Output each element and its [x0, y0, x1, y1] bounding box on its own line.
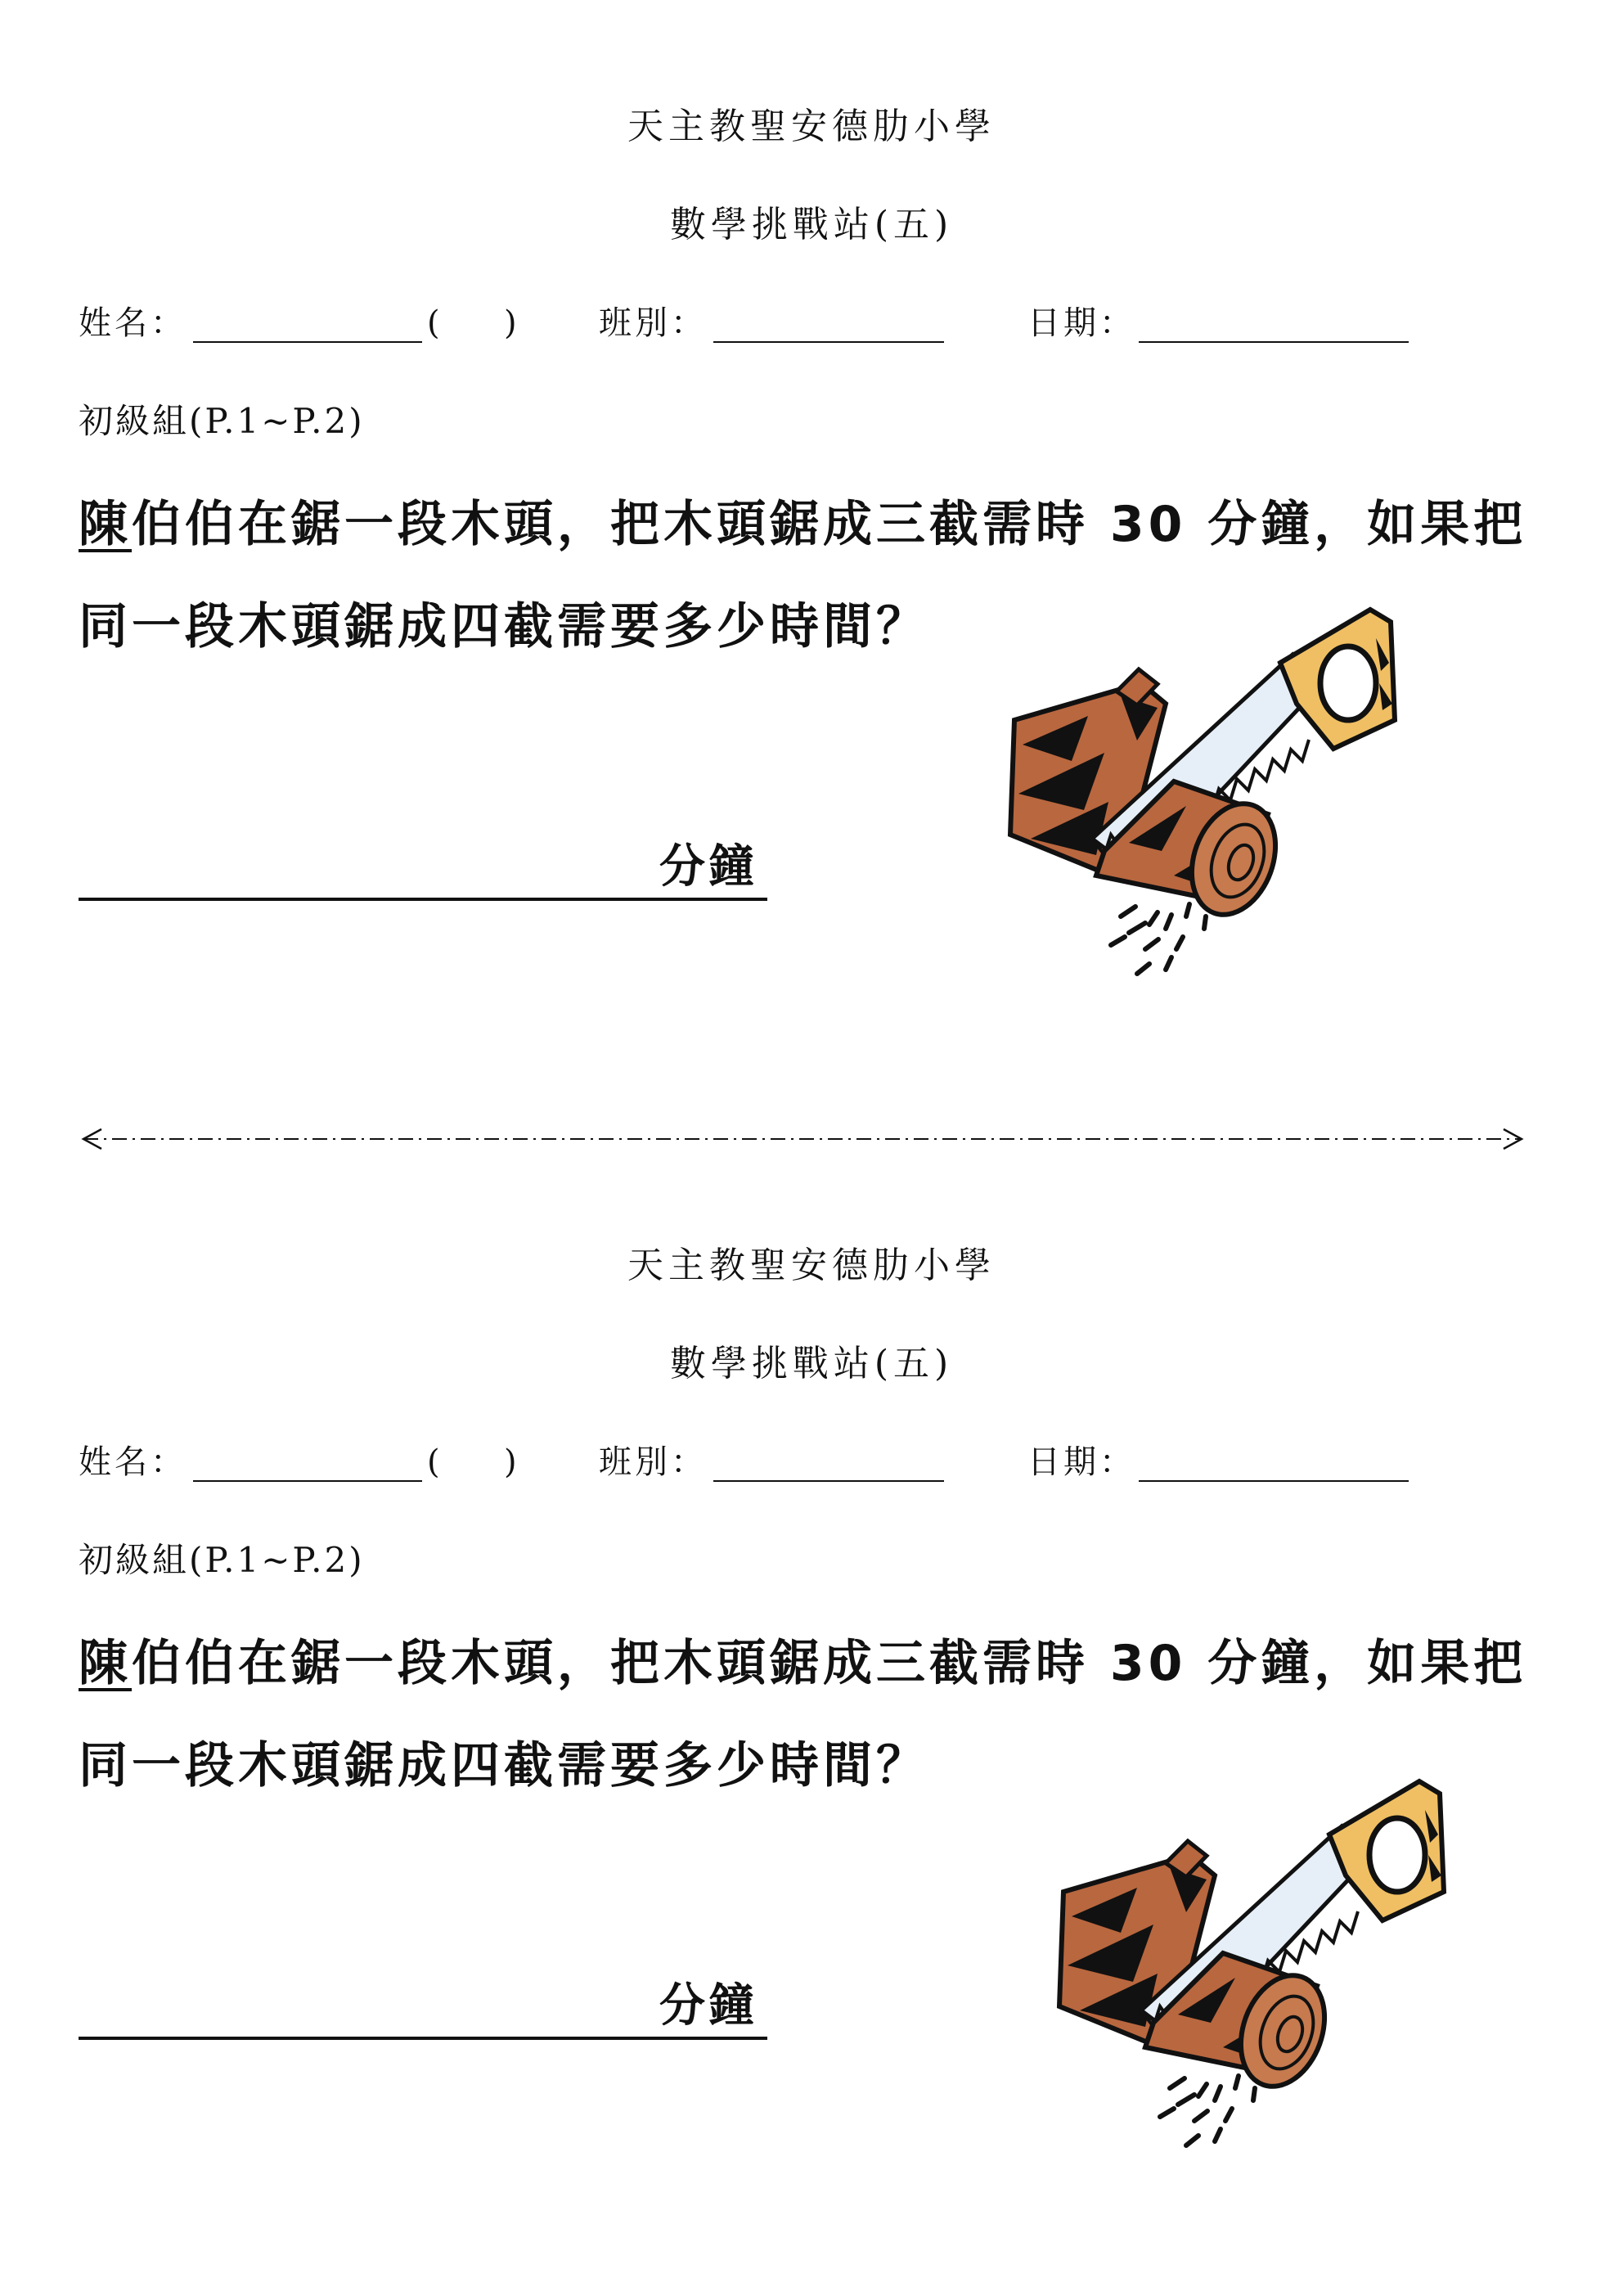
question-line-1-text: 伯伯在鋸一段木頭，把木頭鋸成三截需時 30 分鐘，如果把 — [132, 496, 1527, 553]
name-field[interactable] — [193, 341, 422, 343]
school-name: 天主教聖安德肋小學 — [627, 1245, 996, 1286]
student-info-row — [79, 1438, 1469, 1487]
level-label: 初級組(P.1~P.2) — [79, 401, 365, 441]
date-field[interactable] — [1139, 341, 1409, 343]
date-label: 日期： — [1027, 304, 1135, 342]
name-label: 姓名： — [79, 1443, 187, 1481]
name-label: 姓名： — [79, 304, 187, 342]
school-name: 天主教聖安德肋小學 — [627, 106, 996, 147]
class-field[interactable] — [713, 1480, 944, 1482]
class-label: 班別： — [599, 304, 707, 342]
answer-unit: 分鐘 — [659, 840, 758, 894]
class-number-paren-open: ( — [427, 1443, 440, 1481]
date-label: 日期： — [1027, 1443, 1135, 1481]
answer-unit: 分鐘 — [659, 1979, 758, 2033]
question-line-1-text: 伯伯在鋸一段木頭，把木頭鋸成三截需時 30 分鐘，如果把 — [132, 1635, 1527, 1692]
question-line-1 — [79, 495, 1551, 554]
class-number-paren-close: ) — [504, 304, 517, 342]
student-info-row — [79, 299, 1469, 348]
worksheet-title: 數學挑戰站(五) — [669, 204, 954, 245]
saw-log-illustration — [1047, 1777, 1472, 2203]
class-label: 班別： — [599, 1443, 707, 1481]
class-number-paren-close: ) — [504, 1443, 517, 1481]
level-label: 初級組(P.1~P.2) — [79, 1540, 365, 1580]
name-field[interactable] — [193, 1480, 422, 1482]
question-line-2: 同一段木頭鋸成四截需要多少時間？ — [79, 598, 929, 655]
worksheet-top — [0, 0, 1623, 1137]
answer-field[interactable] — [79, 2037, 767, 2040]
question-surname: 陳 — [79, 1635, 132, 1692]
saw-log-illustration — [998, 606, 1423, 1031]
question-surname: 陳 — [79, 496, 132, 553]
class-number-paren-open: ( — [427, 304, 440, 342]
question-line-2: 同一段木頭鋸成四截需要多少時間？ — [79, 1737, 929, 1794]
worksheet-title: 數學挑戰站(五) — [669, 1343, 954, 1384]
question-line-1 — [79, 1634, 1551, 1693]
answer-field[interactable] — [79, 898, 767, 901]
class-field[interactable] — [713, 341, 944, 343]
date-field[interactable] — [1139, 1480, 1409, 1482]
worksheet-bottom — [0, 1139, 1623, 2276]
